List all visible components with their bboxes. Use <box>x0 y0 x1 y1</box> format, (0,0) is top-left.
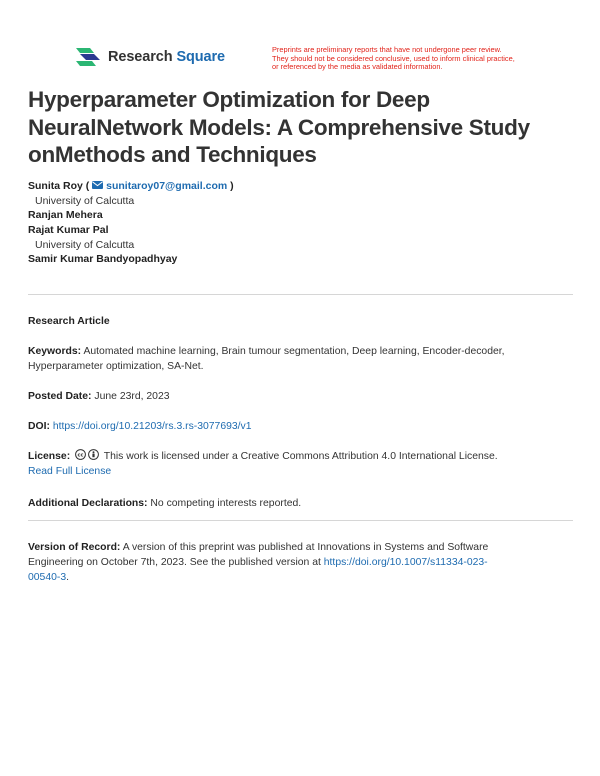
vor-text: A version of this preprint was published at Innovations in Systems and Software <box>122 542 489 553</box>
brand-part1: Research <box>108 49 173 65</box>
research-square-logo-icon <box>74 46 102 68</box>
author-affiliation: University of Calcutta <box>35 239 135 251</box>
author-list <box>28 180 573 268</box>
version-of-record <box>28 540 573 585</box>
disclaimer-line: or referenced by the media as validated information. <box>272 62 443 72</box>
keywords-label: Keywords: <box>28 346 82 357</box>
read-full-license-link[interactable]: Read Full License <box>28 466 112 477</box>
license-label: License: <box>28 451 71 462</box>
doi-link[interactable]: https://doi.org/10.21203/rs.3.rs-3077693/v1 <box>52 421 252 432</box>
cc-badges <box>75 449 99 460</box>
vor-doi-link-part: 00540-3 <box>28 572 67 583</box>
author-affiliation: University of Calcutta <box>35 195 135 207</box>
author-1 <box>28 180 573 195</box>
cc-icon <box>75 449 86 460</box>
author-4: Samir Kumar Bandyopadhyay <box>28 253 178 265</box>
vor-label: Version of Record: <box>28 542 121 553</box>
title-line: NeuralNetwork Models: A Comprehensive Study <box>28 114 530 140</box>
email-open-paren: ( <box>85 180 90 192</box>
doi <box>28 419 573 434</box>
author-name: Sunita Roy <box>28 180 83 192</box>
title-line: Hyperparameter Optimization for Deep <box>28 87 430 112</box>
divider <box>28 294 573 295</box>
additional-declarations <box>28 496 573 511</box>
article-type-label: Research Article <box>28 316 110 327</box>
paper-title <box>28 86 573 169</box>
keywords-value: Hyperparameter optimization, SA-Net. <box>28 361 204 372</box>
vor-end: . <box>66 572 70 583</box>
declarations-value: No competing interests reported. <box>150 498 302 509</box>
svg-text:cc: cc <box>77 452 84 459</box>
license <box>28 449 573 479</box>
posted-date <box>28 389 573 404</box>
author-3: Rajat Kumar Pal <box>28 224 109 236</box>
vor-text: Engineering on October 7th, 2023. See the published version at <box>28 557 321 568</box>
posted-date-label: Posted Date: <box>28 391 92 402</box>
keywords <box>28 344 573 374</box>
license-text: This work is licensed under a Creative Commons Attribution 4.0 International License. <box>103 451 498 462</box>
article-type <box>28 314 573 329</box>
vor-doi-link-part: https://doi.org/10.1007/s11334-023- <box>323 557 488 568</box>
envelope-icon <box>92 181 103 189</box>
declarations-label: Additional Declarations: <box>28 498 148 509</box>
disclaimer-line: They should not be considered conclusive, used to inform clinical practice, <box>272 53 515 63</box>
doi-label: DOI: <box>28 421 50 432</box>
brand-name <box>108 49 225 65</box>
author-email-link[interactable]: sunitaroy07@gmail.com <box>106 180 228 192</box>
keywords-value: Automated machine learning, Brain tumour segmentation, Deep learning, Encoder-decoder, <box>83 346 505 357</box>
title-line: onMethods and Techniques <box>28 142 317 167</box>
research-square-logo[interactable] <box>74 46 225 68</box>
brand-part2: Square <box>176 49 225 65</box>
disclaimer-line: Preprints are preliminary reports that have not undergone peer review. <box>272 45 502 54</box>
divider <box>28 520 573 521</box>
by-icon <box>88 449 99 460</box>
header <box>74 46 544 78</box>
author-email-wrap <box>86 180 234 192</box>
preprint-disclaimer <box>272 46 552 72</box>
email-close-paren: ) <box>230 180 234 192</box>
author-2: Ranjan Mehera <box>28 209 103 221</box>
posted-date-value: June 23rd, 2023 <box>94 391 170 402</box>
